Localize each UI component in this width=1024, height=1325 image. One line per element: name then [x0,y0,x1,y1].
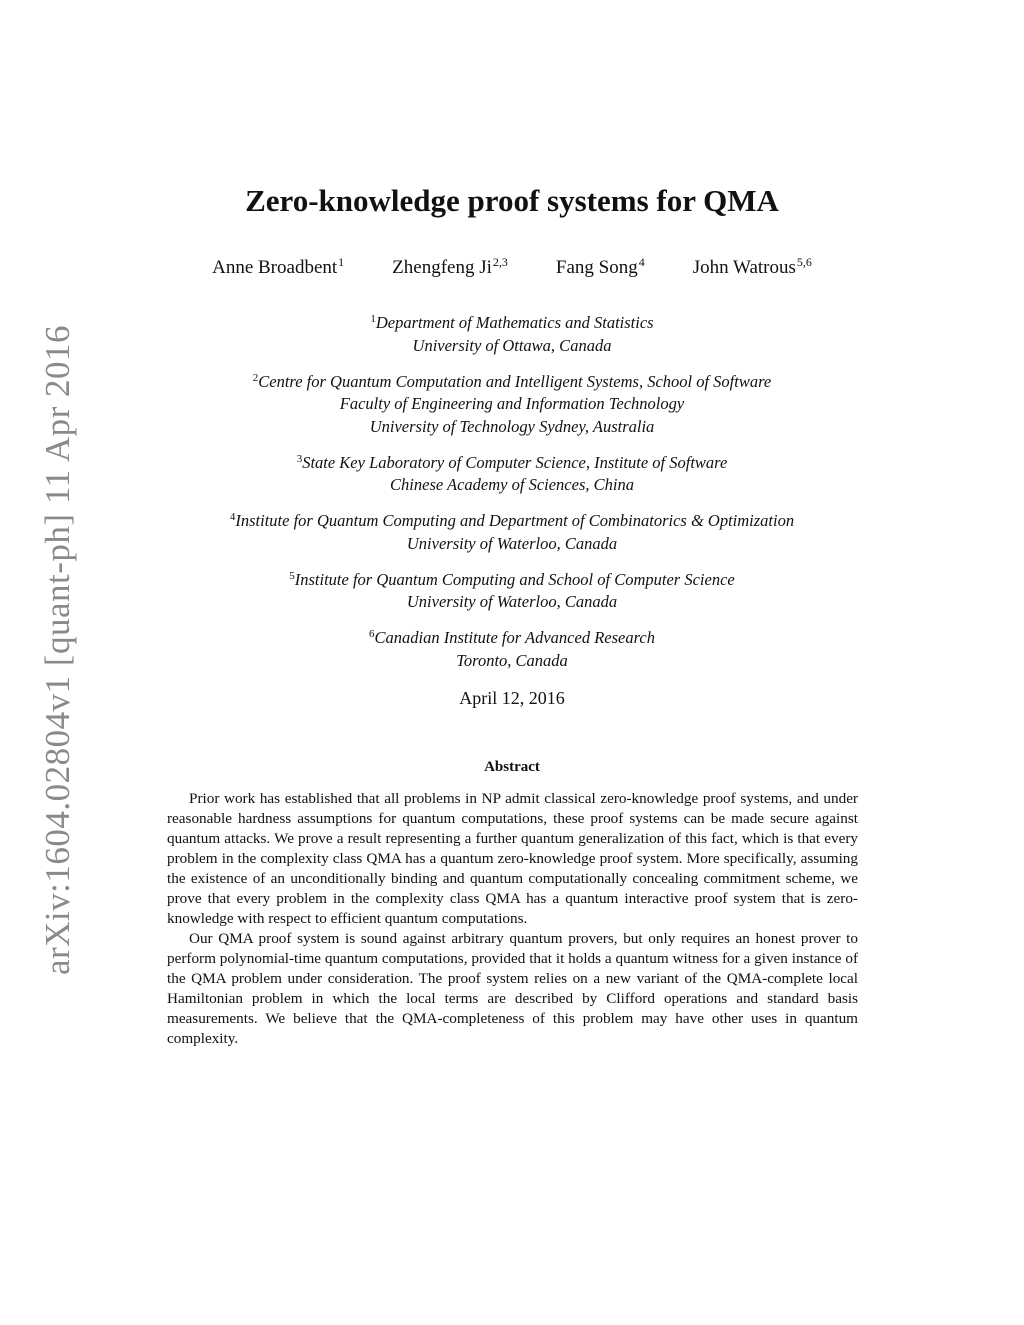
affiliation-line [0,623,1024,650]
affiliation-line: Toronto, Canada [456,650,568,670]
affiliation-text: State Key Laboratory of Computer Science, Institute of Software [302,452,728,472]
affiliation-line: University of Technology Sydney, Australia [369,416,655,436]
author-affiliation-mark: 1 [338,255,345,269]
affiliation [0,367,1024,439]
author-affiliation-mark: 2,3 [492,255,508,269]
author-affiliation-mark: 5,6 [796,255,812,269]
affiliation-text: Canadian Institute for Advanced Research [374,628,655,647]
affiliation-text: Department of Mathematics and Statistics [375,313,654,332]
author [693,255,812,279]
affiliation-mark: 1 [370,313,376,325]
affiliation-list [0,308,1024,682]
affiliation [0,448,1024,497]
affiliation-line: University of Waterloo, Canada [406,592,618,611]
affiliation [0,565,1024,614]
paper-title: Zero-knowledge proof systems for QMA [245,183,779,218]
abstract-paragraph: Prior work has established that all problems in NP admit classical zero-knowledge proof systems, and under reasonable hardness assumptions for quantum computations, these proof systems can be made secure against quantum attacks. We prove a result representing a further quantum generalization of this fact, which is that every problem in the complexity class QMA has a quantum zero-knowledge proof system. More specifically, assuming the existence of an unconditionally binding and quantum computationally concealing commitment scheme, we prove that every problem in the complexity class QMA has a quantum interactive proof system that is zero-knowledge with respect to efficient quantum computations. [167,790,858,927]
arxiv-identifier-stamp: arXiv:1604.02804v1 [quant-ph] 11 Apr 2016 [38,324,77,976]
affiliation-mark: 3 [296,452,303,465]
author-affiliation-mark: 4 [638,255,645,269]
affiliation-line [0,506,1024,533]
affiliation [0,506,1024,555]
affiliation-line: University of Ottawa, Canada [412,335,612,355]
author-list [0,255,1024,279]
affiliation-line: Faculty of Engineering and Information Technology [339,394,685,413]
author-name: Zhengfeng Ji [392,257,492,278]
abstract-heading: Abstract [484,759,540,775]
affiliation-line [0,565,1024,592]
affiliation-mark: 5 [289,569,295,582]
affiliation-line [0,308,1024,335]
affiliation-line: University of Waterloo, Canada [406,533,618,553]
author-name: Fang Song [555,257,638,278]
affiliation-text: Centre for Quantum Computation and Intelligent Systems, School of Software [258,371,772,391]
publication-date: April 12, 2016 [459,688,565,708]
affiliation-text: Institute for Quantum Computing and Department of Combinatorics & Optimization [235,511,795,530]
affiliation [0,308,1024,357]
affiliation-line [0,367,1024,394]
author-name: Anne Broadbent [212,257,338,278]
abstract-body [167,789,858,1049]
affiliation-mark: 2 [252,371,259,384]
affiliation-line: Chinese Academy of Sciences, China [390,475,634,494]
affiliation-line [0,448,1024,475]
author-name: John Watrous [692,257,796,278]
affiliation-mark: 4 [229,511,236,523]
author [212,255,344,279]
affiliation [0,623,1024,672]
abstract-paragraph: Our QMA proof system is sound against arbitrary quantum provers, but only requires an honest prover to perform polynomial-time quantum computations, provided that it holds a quantum witness for a given instance of the QMA problem under consideration. The proof system relies on a new variant of the QMA-complete local Hamiltonian problem in which the local terms are described by Clifford operations and standard basis measurements. We believe that the QMA-completeness of this problem may have other uses in quantum complexity. [167,930,858,1047]
author [392,255,508,279]
author [556,255,645,279]
affiliation-mark: 6 [369,628,375,640]
affiliation-text: Institute for Quantum Computing and School of Computer Science [294,569,735,589]
